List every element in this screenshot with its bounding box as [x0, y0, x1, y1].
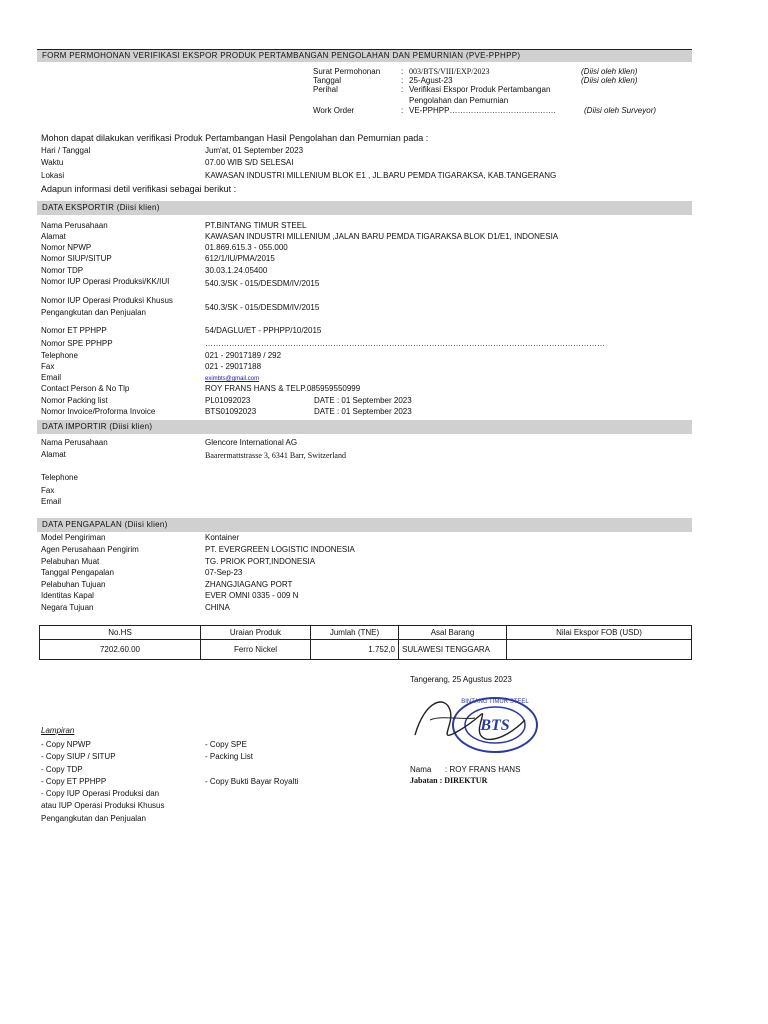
iup-khusus-label2: Pengangkutan dan Penjualan	[41, 308, 146, 317]
email-label: Email	[41, 373, 62, 382]
importir-heading: DATA IMPORTIR (Diisi klien)	[42, 422, 153, 431]
kapal-row-value: TG. PRIOK PORT,INDONESIA	[205, 557, 316, 566]
imp-fax-label: Fax	[41, 486, 55, 495]
hari-value: Jum'at, 01 September 2023	[205, 146, 304, 155]
iup-khusus-label1: Nomor IUP Operasi Produksi Khusus	[41, 296, 173, 305]
tanggal-label: Tanggal	[313, 76, 342, 85]
kapal-row-value: 07-Sep-23	[205, 568, 243, 577]
fax-value: 021 - 29017188	[205, 362, 262, 371]
table-cell	[507, 640, 692, 660]
lampiran-item: - Copy IUP Operasi Produksi dan	[41, 789, 160, 798]
surat-note: (Diisi oleh klien)	[581, 67, 638, 76]
sig-nama-label: Nama	[410, 765, 432, 774]
place-date: Tangerang, 25 Agustus 2023	[410, 675, 512, 684]
kapal-row-label: Agen Perusahaan Pengirim	[41, 545, 139, 554]
kapal-row-value: PT. EVERGREEN LOGISTIC INDONESIA	[205, 545, 355, 554]
table-row	[40, 640, 692, 660]
pengapalan-heading: DATA PENGAPALAN (Diisi klien)	[42, 520, 168, 529]
imp-email-label: Email	[41, 497, 62, 506]
table-header: No.HS	[40, 626, 201, 640]
eks-row-label: Alamat	[41, 232, 66, 241]
intro-text: Mohon dapat dilakukan verifikasi Produk Pertambangan Hasil Pengolahan dan Pemurnian pada :	[41, 133, 429, 143]
lampiran-item: - Copy SPE	[205, 740, 247, 749]
imp-nama-label: Nama Perusahaan	[41, 438, 108, 447]
table-cell: Ferro Nickel	[201, 640, 311, 660]
imp-alamat-value: Baarermattstrasse 3, 6341 Barr, Switzerland	[205, 451, 346, 460]
kapal-row-value: ZHANGJIAGANG PORT	[205, 580, 293, 589]
colon: :	[401, 67, 404, 76]
telephone-value: 021 - 29017189 / 292	[205, 351, 282, 360]
surat-label: Surat Permohonan	[313, 67, 381, 76]
imp-alamat-label: Alamat	[41, 450, 66, 459]
spe-label: Nomor SPE PPHPP	[41, 339, 113, 348]
importir-band	[37, 420, 692, 434]
form-title-band	[37, 49, 692, 62]
contact-label: Contact Person & No Tlp	[41, 384, 130, 393]
kapal-row-label: Identitas Kapal	[41, 591, 94, 600]
table-cell: 7202.60.00	[40, 640, 201, 660]
packing-label: Nomor Packing list	[41, 396, 108, 405]
eks-row-label: Nomor SIUP/SITUP	[41, 254, 112, 263]
imp-nama-value: Glencore International AG	[205, 438, 298, 447]
lampiran-item: - Copy TDP	[41, 765, 83, 774]
perihal-line1: Verifikasi Ekspor Produk Pertambangan	[409, 85, 551, 94]
form-title: FORM PERMOHONAN VERIFIKASI EKSPOR PRODUK PERTAMBANGAN PENGOLAHAN DAN PEMURNIAN (PVE-PPHPP)	[42, 51, 521, 60]
kapal-row-label: Pelabuhan Muat	[41, 557, 100, 566]
table-cell: SULAWESI TENGGARA	[399, 640, 507, 660]
table-header: Nilai Ekspor FOB (USD)	[507, 626, 692, 640]
lampiran-item: - Copy SIUP / SITUP	[41, 752, 116, 761]
eks-row-label: Nomor NPWP	[41, 243, 92, 252]
lampiran-item: - Copy Bukti Bayar Royalti	[205, 777, 299, 786]
pengapalan-band	[37, 518, 692, 532]
tanggal-note: (Diisi oleh klien)	[581, 76, 638, 85]
sig-jabatan: Jabatan : DIREKTUR	[410, 776, 488, 785]
eks-row-value: PT.BINTANG TIMUR STEEL	[205, 221, 307, 230]
kapal-row-label: Negara Tujuan	[41, 603, 94, 612]
table-header-row	[40, 626, 692, 640]
kapal-row-value: Kontainer	[205, 533, 240, 542]
invoice-label: Nomor Invoice/Proforma Invoice	[41, 407, 156, 416]
table-header: Jumlah (TNE)	[311, 626, 399, 640]
eks-row-label: Nama Perusahaan	[41, 221, 108, 230]
table-header: Asal Barang	[399, 626, 507, 640]
spe-value: ……………………………………………………………………………………………………………………………………	[205, 339, 605, 348]
eks-row-value: 01.869.615.3 - 055.000	[205, 243, 288, 252]
stamp-ring-text: BINTANG TIMUR STEEL	[461, 699, 529, 705]
table-header: Uraian Produk	[201, 626, 311, 640]
table-cell: 1.752,0	[311, 640, 399, 660]
telephone-label: Telephone	[41, 351, 78, 360]
lampiran-heading: Lampiran	[41, 726, 75, 735]
contact-value: ROY FRANS HANS & TELP.085959550999	[205, 384, 361, 393]
kapal-row-label: Tanggal Pengapalan	[41, 568, 114, 577]
signature-stroke	[430, 718, 475, 720]
company-stamp-icon	[405, 690, 545, 760]
eks-row-value: 30.03.1.24.05400	[205, 266, 268, 275]
fax-label: Fax	[41, 362, 55, 371]
imp-telephone-label: Telephone	[41, 473, 78, 482]
hari-label: Hari / Tanggal	[41, 146, 91, 155]
product-table	[39, 625, 692, 660]
eks-row-value: KAWASAN INDUSTRI MILLENIUM ,JALAN BARU PEMDA TIGARAKSA BLOK D1/E1, INDONESIA	[205, 232, 559, 241]
kapal-row-label: Model Pengiriman	[41, 533, 106, 542]
workorder-value: VE-PPHPP………………………………….	[409, 106, 556, 115]
packing-date: DATE : 01 September 2023	[314, 396, 412, 405]
lampiran-item: atau IUP Operasi Produksi Khusus	[41, 801, 165, 810]
et-value: 54/DAGLU/ET - PPHPP/10/2015	[205, 326, 322, 335]
waktu-value: 07.00 WIB S/D SELESAI	[205, 158, 294, 167]
eksportir-band	[37, 201, 692, 215]
kapal-row-label: Pelabuhan Tujuan	[41, 580, 106, 589]
packing-value: PL01092023	[205, 396, 251, 405]
eks-row-value: 540.3/SK - 015/DESDM/IV/2015	[205, 279, 320, 288]
invoice-date: DATE : 01 September 2023	[314, 407, 412, 416]
sig-nama-value: : ROY FRANS HANS	[445, 765, 521, 774]
eks-row-label: Nomor TDP	[41, 266, 84, 275]
lampiran-item: - Copy ET PPHPP	[41, 777, 107, 786]
iup-khusus-value: 540.3/SK - 015/DESDM/IV/2015	[205, 303, 320, 312]
eks-row-value: 612/1/IU/PMA/2015	[205, 254, 275, 263]
surat-value: 003/BTS/VIII/EXP/2023	[409, 67, 490, 76]
stamp-text: BTS	[480, 717, 510, 734]
eksportir-heading: DATA EKSPORTIR (Diisi klien)	[42, 203, 160, 212]
lampiran-item: Pengangkutan dan Penjualan	[41, 814, 146, 823]
eks-row-label: Nomor IUP Operasi Produksi/KK/IUI	[41, 277, 170, 286]
lampiran-item: - Copy NPWP	[41, 740, 91, 749]
lokasi-value: KAWASAN INDUSTRI MILLENIUM BLOK E1 , JL.BARU PEMDA TIGARAKSA, KAB.TANGERANG	[205, 171, 557, 180]
workorder-note: (Diisi oleh Surveyor)	[584, 106, 657, 115]
perihal-line2: Pengolahan dan Pemurnian	[409, 96, 509, 105]
tanggal-value: 25-Agust-23	[409, 76, 453, 85]
lampiran-item: - Packing List	[205, 752, 254, 761]
lokasi-label: Lokasi	[41, 171, 65, 180]
kapal-row-value: CHINA	[205, 603, 230, 612]
colon: :	[401, 76, 404, 85]
colon: :	[401, 85, 404, 94]
invoice-value: BTS01092023	[205, 407, 257, 416]
detail-text: Adapun informasi detil verifikasi sebagai berikut :	[41, 184, 237, 194]
kapal-row-value: EVER OMNI 0335 - 009 N	[205, 591, 299, 600]
et-label: Nomor ET PPHPP	[41, 326, 107, 335]
waktu-label: Waktu	[41, 158, 64, 167]
perihal-label: Perihal	[313, 85, 338, 94]
workorder-label: Work Order	[313, 106, 355, 115]
email-link[interactable]: eximbts@gmail.com	[205, 376, 260, 382]
colon: :	[401, 106, 404, 115]
